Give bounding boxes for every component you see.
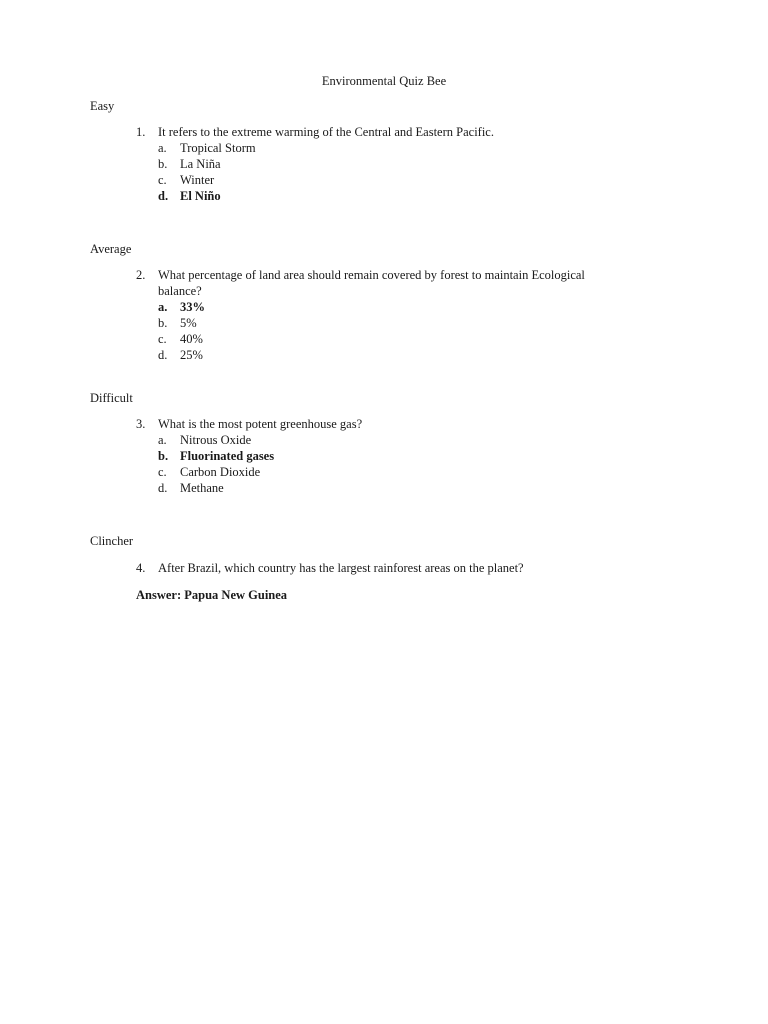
choice-text: Nitrous Oxide	[180, 433, 252, 447]
question-3	[90, 416, 710, 432]
choice-item	[158, 299, 710, 315]
question-4	[90, 560, 710, 576]
choice-letter: b.	[158, 316, 168, 330]
choice-letter: a.	[158, 300, 168, 314]
document-title: Environmental Quiz Bee	[321, 74, 447, 88]
question-number: 4.	[136, 561, 146, 575]
choice-letter: b.	[158, 449, 169, 463]
choice-list	[158, 432, 710, 496]
choice-item	[158, 347, 710, 363]
choice-letter: a.	[158, 433, 167, 447]
choice-text: Methane	[180, 481, 224, 495]
choice-letter: d.	[158, 189, 169, 203]
question-text	[158, 416, 706, 432]
choice-item	[158, 432, 710, 448]
section-heading: Clincher	[90, 534, 134, 548]
choice-item	[158, 140, 710, 156]
choice-item	[158, 172, 710, 188]
choice-text: 40%	[180, 332, 203, 346]
question-number: 2.	[136, 268, 146, 282]
question-1	[90, 124, 710, 140]
choice-text: Tropical Storm	[180, 141, 256, 155]
choice-text: La Niña	[180, 157, 221, 171]
question-text	[158, 124, 706, 140]
section-heading: Average	[90, 242, 132, 256]
question-number: 1.	[136, 125, 146, 139]
section-average	[90, 241, 710, 363]
choice-letter: d.	[158, 481, 168, 495]
choice-item	[158, 480, 710, 496]
question-number: 3.	[136, 417, 146, 431]
choice-letter: c.	[158, 465, 167, 479]
choice-text: Winter	[180, 173, 215, 187]
choice-item	[158, 331, 710, 347]
section-easy	[90, 98, 710, 204]
choice-item	[158, 156, 710, 172]
choice-text: Fluorinated gases	[180, 449, 275, 463]
choice-list	[158, 140, 710, 204]
section-heading: Easy	[90, 99, 115, 113]
choice-text: 33%	[180, 300, 205, 314]
choice-item	[158, 188, 710, 204]
question-line: What percentage of land area should remain covered by forest to maintain Ecological	[158, 268, 585, 282]
section-clincher	[90, 533, 710, 603]
question-line: After Brazil, which country has the largest rainforest areas on the planet?	[158, 561, 524, 575]
question-line: It refers to the extreme warming of the Central and Eastern Pacific.	[158, 125, 494, 139]
choice-list	[158, 299, 710, 363]
choice-letter: c.	[158, 332, 167, 346]
question-line: What is the most potent greenhouse gas?	[158, 417, 363, 431]
question-text	[158, 267, 706, 299]
choice-item	[158, 315, 710, 331]
choice-letter: a.	[158, 141, 167, 155]
section-heading: Difficult	[90, 391, 133, 405]
answer-line: Answer: Papua New Guinea	[136, 588, 288, 602]
question-2	[90, 267, 710, 299]
question-line: balance?	[158, 284, 202, 298]
choice-text: 5%	[180, 316, 197, 330]
choice-text: 25%	[180, 348, 203, 362]
choice-letter: c.	[158, 173, 167, 187]
choice-item	[158, 464, 710, 480]
choice-letter: b.	[158, 157, 168, 171]
choice-letter: d.	[158, 348, 168, 362]
choice-text: El Niño	[180, 189, 221, 203]
question-text	[158, 560, 706, 576]
choice-item	[158, 448, 710, 464]
section-difficult	[90, 390, 710, 496]
choice-text: Carbon Dioxide	[180, 465, 261, 479]
